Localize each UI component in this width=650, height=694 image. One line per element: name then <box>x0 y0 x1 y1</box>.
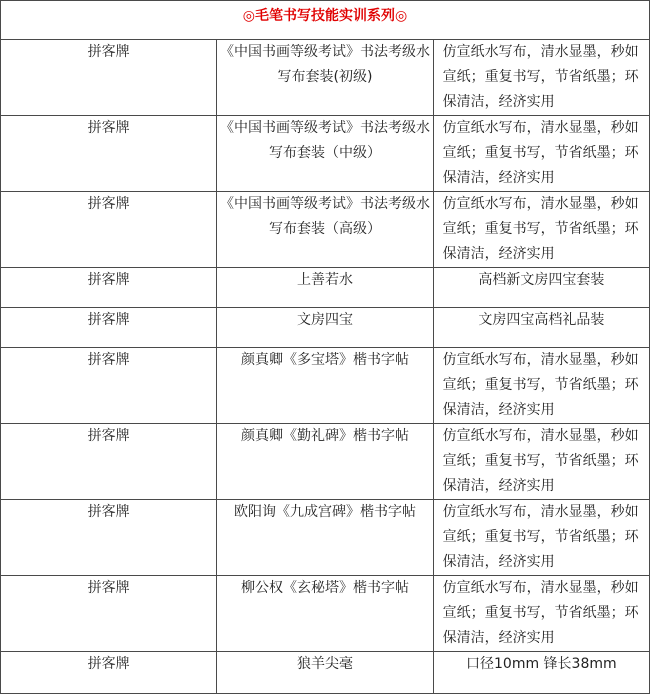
product-cell: 颜真卿《勤礼碑》楷书字帖 <box>217 424 433 500</box>
table-header-row <box>1 1 650 40</box>
product-cell: 文房四宝 <box>217 308 433 348</box>
table-row <box>1 192 650 268</box>
brand-cell: 拼客牌 <box>1 40 217 116</box>
description-cell: 口径10mm 锋长38mm <box>433 652 649 694</box>
table-row <box>1 348 650 424</box>
product-cell: 《中国书画等级考试》书法考级水写布套装(初级) <box>217 40 433 116</box>
table-row <box>1 576 650 652</box>
product-cell: 欧阳询《九成宫碑》楷书字帖 <box>217 500 433 576</box>
brand-cell: 拼客牌 <box>1 424 217 500</box>
product-cell: 颜真卿《多宝塔》楷书字帖 <box>217 348 433 424</box>
brand-cell: 拼客牌 <box>1 116 217 192</box>
description-cell: 仿宣纸水写布，清水显墨，秒如宣纸；重复书写，节省纸墨；环保清洁，经济实用 <box>433 348 649 424</box>
description-cell: 仿宣纸水写布，清水显墨，秒如宣纸；重复书写，节省纸墨；环保清洁，经济实用 <box>433 500 649 576</box>
product-cell: 上善若水 <box>217 268 433 308</box>
table-row <box>1 500 650 576</box>
description-cell: 仿宣纸水写布，清水显墨，秒如宣纸；重复书写，节省纸墨；环保清洁，经济实用 <box>433 192 649 268</box>
table-row <box>1 424 650 500</box>
brand-cell: 拼客牌 <box>1 308 217 348</box>
brand-cell: 拼客牌 <box>1 652 217 694</box>
table-row <box>1 116 650 192</box>
brand-cell: 拼客牌 <box>1 268 217 308</box>
product-cell: 狼羊尖毫 <box>217 652 433 694</box>
brand-cell: 拼客牌 <box>1 192 217 268</box>
brand-cell: 拼客牌 <box>1 500 217 576</box>
brand-cell: 拼客牌 <box>1 576 217 652</box>
table-row <box>1 308 650 348</box>
brand-cell: 拼客牌 <box>1 348 217 424</box>
description-cell: 仿宣纸水写布，清水显墨，秒如宣纸；重复书写，节省纸墨；环保清洁，经济实用 <box>433 424 649 500</box>
product-cell: 《中国书画等级考试》书法考级水写布套装（中级） <box>217 116 433 192</box>
product-cell: 柳公权《玄秘塔》楷书字帖 <box>217 576 433 652</box>
table-row <box>1 40 650 116</box>
description-cell: 文房四宝高档礼品装 <box>433 308 649 348</box>
description-cell: 仿宣纸水写布，清水显墨，秒如宣纸；重复书写，节省纸墨；环保清洁，经济实用 <box>433 576 649 652</box>
description-cell: 仿宣纸水写布，清水显墨，秒如宣纸；重复书写，节省纸墨；环保清洁，经济实用 <box>433 40 649 116</box>
table-title: ◎毛笔书写技能实训系列◎ <box>1 1 650 40</box>
product-cell: 《中国书画等级考试》书法考级水写布套装（高级） <box>217 192 433 268</box>
table-row <box>1 268 650 308</box>
description-cell: 仿宣纸水写布，清水显墨，秒如宣纸；重复书写，节省纸墨；环保清洁，经济实用 <box>433 116 649 192</box>
description-cell: 高档新文房四宝套装 <box>433 268 649 308</box>
table-row <box>1 652 650 694</box>
